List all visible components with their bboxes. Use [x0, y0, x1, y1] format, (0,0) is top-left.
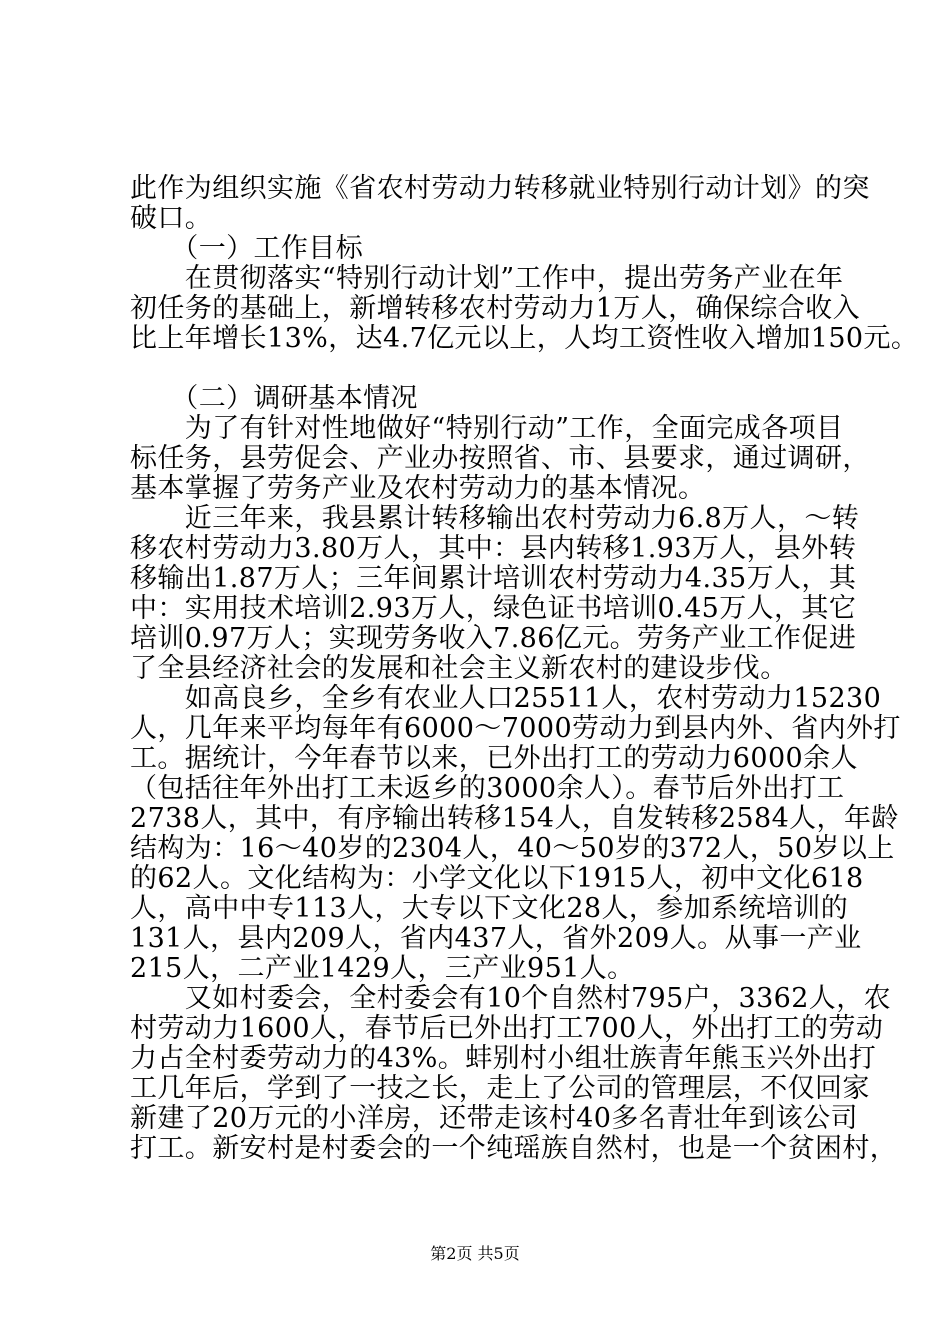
- paragraph-line: 培训0.97万人；实现劳务收入7.86亿元。劳务产业工作促进: [130, 623, 857, 654]
- paragraph-line: 比上年增长13%，达4.7亿元以上，人均工资性收入增加150元。: [130, 323, 919, 354]
- paragraph-line: 又如村委会，全村委会有10个自然村795户，3362人，农: [130, 983, 892, 1014]
- paragraph-line: （包括往年外出打工未返乡的3000余人）。春节后外出打工: [130, 773, 845, 804]
- paragraph-line: 2738人，其中，有序输出转移154人，自发转移2584人，年龄: [130, 803, 899, 834]
- section-heading: （二）调研基本情况: [130, 383, 418, 414]
- paragraph-line: 215人，二产业1429人，三产业951人。: [130, 953, 635, 984]
- paragraph-line: 移农村劳动力3.80万人，其中：县内转移1.93万人，县外转: [130, 533, 857, 564]
- paragraph-line: 新建了20万元的小洋房，还带走该村40多名青壮年到该公司: [130, 1103, 858, 1134]
- paragraph-gap: [130, 354, 842, 384]
- paragraph-line: 131人，县内209人，省内437人，省外209人。从事一产业: [130, 923, 862, 954]
- paragraph-line: 破口。: [130, 203, 213, 234]
- paragraph-line: 打工。新安村是村委会的一个纯瑶族自然村，也是一个贫困村，: [130, 1133, 898, 1164]
- document-body: [130, 173, 919, 1164]
- paragraph-line: 为了有针对性地做好“特别行动”工作，全面完成各项目: [130, 413, 844, 444]
- paragraph-line: 基本掌握了劳务产业及农村劳动力的基本情况。: [130, 473, 706, 504]
- paragraph-line: 结构为：16～40岁的2304人，40～50岁的372人，50岁以上: [130, 833, 895, 864]
- paragraph-line: 移输出1.87万人；三年间累计培训农村劳动力4.35万人，其: [130, 563, 857, 594]
- paragraph-line: 人，高中中专113人，大专以下文化28人，参加系统培训的: [130, 893, 849, 924]
- paragraph-line: 标任务，县劳促会、产业办按照省、市、县要求，通过调研，: [130, 443, 870, 474]
- paragraph-line: 此作为组织实施《省农村劳动力转移就业特别行动计划》的突: [130, 173, 870, 204]
- paragraph-line: 如高良乡，全乡有农业人口25511人，农村劳动力15230: [130, 683, 882, 714]
- section-heading: （一）工作目标: [130, 233, 364, 264]
- paragraph-line: 人，几年来平均每年有6000～7000劳动力到县内外、省内外打: [130, 713, 901, 744]
- page-footer: [0, 1244, 950, 1264]
- paragraph-line: 工几年后，学到了一技之长，走上了公司的管理层，不仅回家: [130, 1073, 870, 1104]
- paragraph-line: 中：实用技术培训2.93万人，绿色证书培训0.45万人，其它: [130, 593, 857, 624]
- paragraph-line: 村劳动力1600人，春节后已外出打工700人，外出打工的劳动: [130, 1013, 884, 1044]
- paragraph-line: 初任务的基础上，新增转移农村劳动力1万人，确保综合收入: [130, 293, 860, 324]
- paragraph-line: 了全县经济社会的发展和社会主义新农村的建设步伐。: [130, 653, 788, 684]
- paragraph-line: 近三年来，我县累计转移输出农村劳动力6.8万人，～转: [130, 503, 860, 534]
- paragraph-line: 在贯彻落实“特别行动计划”工作中，提出劳务产业在年: [130, 263, 844, 294]
- paragraph-line: 工。据统计，今年春节以来，已外出打工的劳动力6000余人: [130, 743, 858, 774]
- paragraph-line: 的62人。文化结构为：小学文化以下1915人，初中文化618: [130, 863, 864, 894]
- page-number: 第2页 共5页: [430, 1244, 520, 1263]
- paragraph-line: 力占全村委劳动力的43%。蚌别村小组壮族青年熊玉兴外出打: [130, 1043, 877, 1074]
